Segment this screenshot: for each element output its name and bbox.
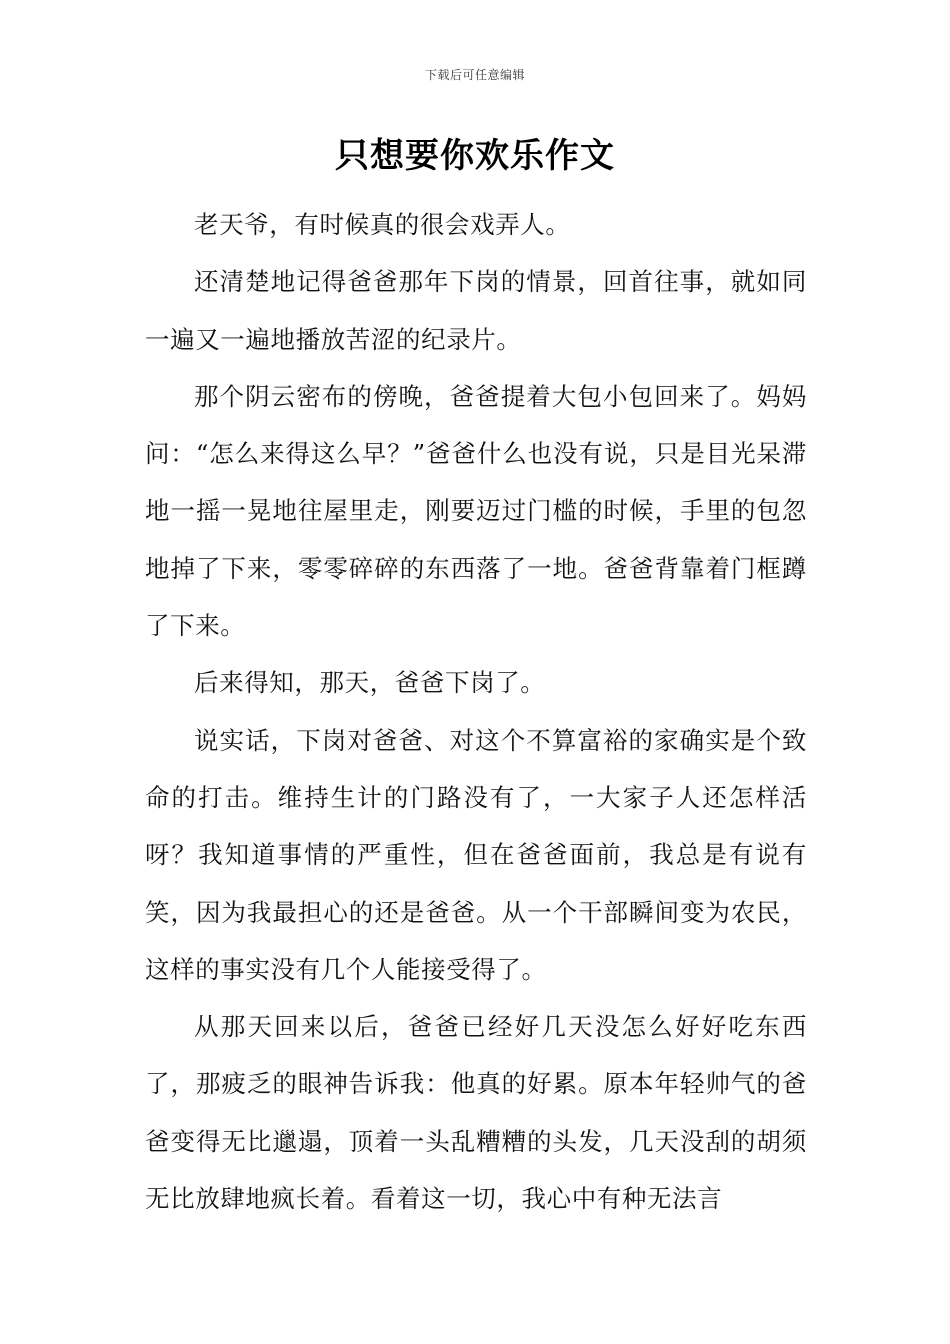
- document-body: [145, 196, 807, 1227]
- paragraph: 那个阴云密布的傍晚，爸爸提着大包小包回来了。妈妈问：“怎么来得这么早？”爸爸什么也没有说，只是目光呆滞地一摇一晃地往屋里走，刚要迈过门槛的时候，手里的包忽地掉了下来，零零碎碎的东西落了一地。爸爸背靠着门框蹲了下来。: [145, 381, 807, 641]
- paragraph: 后来得知，那天，爸爸下岗了。: [194, 668, 546, 698]
- paragraph: 老天爷，有时候真的很会戏弄人。: [194, 210, 571, 239]
- document-title: 只想要你欢乐作文: [335, 136, 615, 176]
- paragraph: 从那天回来以后，爸爸已经好几天没怎么好好吃东西了，那疲乏的眼神告诉我：他真的好累。原本年轻帅气的爸爸变得无比邋遢，顶着一头乱糟糟的头发，几天没刮的胡须无比放肆地疯长着。看着这一切，我心中有种无法言: [145, 1012, 807, 1214]
- header-note: 下载后可任意编辑: [424, 68, 525, 82]
- paragraph: 还清楚地记得爸爸那年下岗的情景，回首往事，就如同一遍又一遍地播放苦涩的纪录片。: [145, 267, 807, 354]
- paragraph: 说实话，下岗对爸爸、对这个不算富裕的家确实是个致命的打击。维持生计的门路没有了，一大家子人还怎样活呀？我知道事情的严重性，但在爸爸面前，我总是有说有笑，因为我最担心的还是爸爸。从一个干部瞬间变为农民，这样的事实没有几个人能接受得了。: [145, 725, 807, 984]
